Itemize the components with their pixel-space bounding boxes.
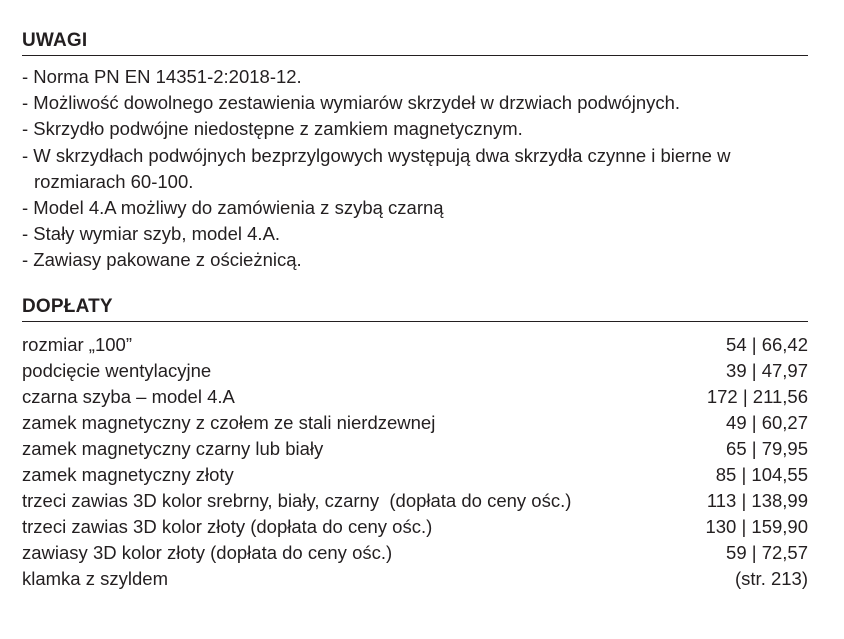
surcharge-row xyxy=(22,566,808,592)
surcharge-row xyxy=(22,488,808,514)
surcharge-price: 49 | 60,27 xyxy=(726,411,808,433)
surcharge-row xyxy=(22,410,808,436)
note-item: - Stały wymiar szyb, model 4.A. xyxy=(22,223,281,245)
surcharge-row xyxy=(22,332,808,358)
note-item: - Możliwość dowolnego zestawienia wymiarów skrzydeł w drzwiach podwójnych. xyxy=(22,92,681,114)
surcharge-table xyxy=(22,332,808,592)
section-divider-doplaty xyxy=(22,321,808,322)
document-page xyxy=(22,0,808,592)
surcharge-price: 172 | 211,56 xyxy=(706,385,808,407)
surcharge-row xyxy=(22,436,808,462)
surcharge-price: 54 | 66,42 xyxy=(726,333,808,355)
surcharge-price: 130 | 159,90 xyxy=(705,515,808,537)
note-item: - Skrzydło podwójne niedostępne z zamkiem magnetycznym. xyxy=(22,118,523,140)
note-item: - Norma PN EN 14351-2:2018-12. xyxy=(22,66,302,87)
surcharge-label: czarna szyba – model 4.A xyxy=(22,385,235,407)
surcharge-label: zamek magnetyczny czarny lub biały xyxy=(22,437,324,459)
surcharge-label: trzeci zawias 3D kolor złoty (dopłata do ceny ośc.) xyxy=(22,515,433,537)
surcharge-label: klamka z szyldem xyxy=(22,567,168,589)
surcharge-price: 85 | 104,55 xyxy=(715,463,808,485)
surcharge-price: 39 | 47,97 xyxy=(726,359,808,381)
surcharge-label: podcięcie wentylacyjne xyxy=(22,359,212,381)
surcharge-row xyxy=(22,514,808,540)
surcharge-price: 113 | 138,99 xyxy=(706,489,808,511)
note-item: - Model 4.A możliwy do zamówienia z szybą czarną xyxy=(22,197,444,219)
section-title-uwagi: UWAGI xyxy=(22,30,88,51)
notes-list xyxy=(22,64,808,274)
surcharge-price: 59 | 72,57 xyxy=(726,541,808,563)
surcharge-label: zamek magnetyczny złoty xyxy=(22,463,234,485)
section-divider-uwagi xyxy=(22,55,808,56)
surcharge-label: zawiasy 3D kolor złoty (dopłata do ceny ośc.) xyxy=(22,541,393,563)
surcharge-row xyxy=(22,358,808,384)
surcharge-label: trzeci zawias 3D kolor srebrny, biały, czarny (dopłata do ceny ośc.) xyxy=(22,489,572,511)
surcharge-row xyxy=(22,384,808,410)
surcharge-label: rozmiar „100” xyxy=(22,333,132,355)
note-item: - W skrzydłach podwójnych bezprzylgowych występują dwa skrzydła czynne i bierne w rozmiarach 60-100. xyxy=(22,144,736,192)
surcharge-price: 65 | 79,95 xyxy=(726,437,808,459)
surcharge-row xyxy=(22,540,808,566)
surcharge-price: (str. 213) xyxy=(735,567,808,589)
note-item: - Zawiasy pakowane z ościeżnicą. xyxy=(22,249,302,271)
section-title-doplaty: DOPŁATY xyxy=(22,295,113,317)
surcharge-row xyxy=(22,462,808,488)
surcharge-label: zamek magnetyczny z czołem ze stali nierdzewnej xyxy=(22,411,436,433)
